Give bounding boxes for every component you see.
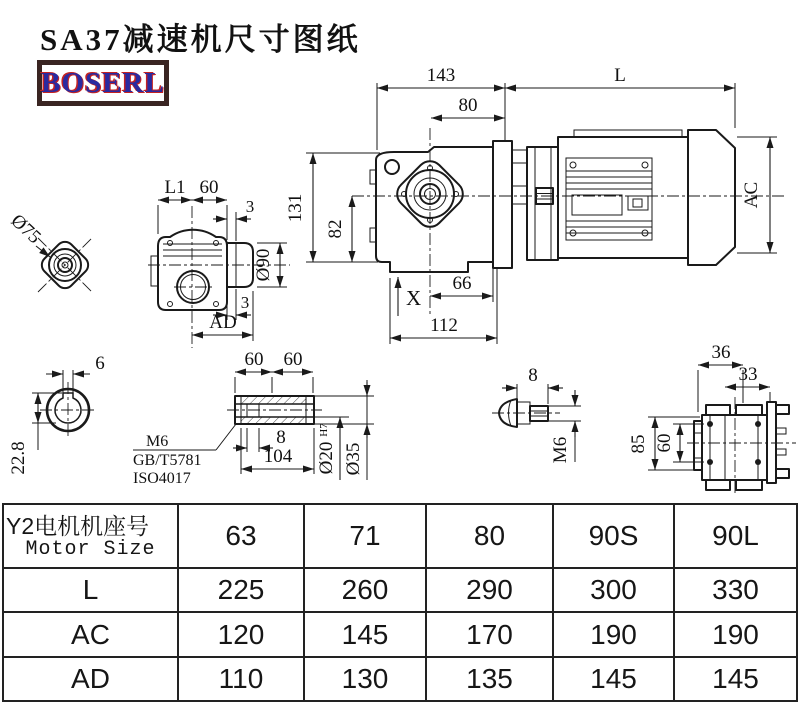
motor-size-90l: 90L xyxy=(674,504,797,568)
dim-label-8-bolt: 8 xyxy=(528,365,538,386)
fan-cover xyxy=(688,130,735,265)
dim-label-143: 143 xyxy=(426,65,456,86)
dim-label-22-8: 22.8 xyxy=(8,441,29,475)
dim-label-3-top: 3 xyxy=(245,197,255,216)
bolt-detail-view xyxy=(492,365,581,463)
page-title: SA37减速机尺寸图纸 xyxy=(40,22,361,57)
table-row-AC xyxy=(3,612,797,656)
motor-size-90s: 90S xyxy=(553,504,674,568)
dim-label-60-top: 60 xyxy=(199,177,219,198)
motor-dimension-table xyxy=(2,503,798,702)
motor-size-label-cn: Y2电机机座号 xyxy=(6,513,150,540)
dim-label-60b: 60 xyxy=(283,349,303,370)
dim-label-85: 85 xyxy=(628,434,649,454)
dim-label-L: L xyxy=(614,65,626,86)
dim-label-AD: AD xyxy=(209,312,237,333)
motor-nameplate xyxy=(572,195,622,215)
value-AD-71: 130 xyxy=(304,657,426,701)
motor-size-header-cell xyxy=(3,504,178,568)
value-AC-71: 145 xyxy=(304,612,426,656)
note-m6: M6 xyxy=(146,433,169,450)
adapter-plate xyxy=(493,141,512,268)
oil-plug xyxy=(385,160,399,174)
table-row-L xyxy=(3,568,797,612)
motor-size-label-en: Motor Size xyxy=(25,537,156,561)
dim-label-6: 6 xyxy=(95,353,105,374)
motor-size-71: 71 xyxy=(304,504,426,568)
boserl-logo-text: BOSERL xyxy=(41,66,165,99)
value-AC-90s: 190 xyxy=(553,612,674,656)
dim-label-33: 33 xyxy=(738,364,758,385)
gearbox-side-view xyxy=(628,342,796,494)
dim-label-104: 104 xyxy=(263,446,293,467)
value-AD-63: 110 xyxy=(178,657,304,701)
dim-label-3-bottom: 3 xyxy=(240,293,250,312)
dim-label-d75: Ø75 xyxy=(6,210,45,248)
value-L-80: 290 xyxy=(426,568,553,612)
flange-front-view xyxy=(7,210,92,292)
key-cross-section xyxy=(8,353,105,475)
value-L-90s: 300 xyxy=(553,568,674,612)
value-AD-80: 135 xyxy=(426,657,553,701)
dim-label-36: 36 xyxy=(711,342,731,363)
row-label-L: L xyxy=(3,568,178,612)
dim-label-L1: L1 xyxy=(164,177,186,198)
dim-label-80: 80 xyxy=(458,95,478,116)
gearbox-top-view xyxy=(148,177,290,348)
row-label-AC: AC xyxy=(3,612,178,656)
dim-label-AC: AC xyxy=(741,181,762,209)
dim-label-66: 66 xyxy=(452,273,472,294)
value-AD-90s: 145 xyxy=(553,657,674,701)
dim-label-82: 82 xyxy=(325,219,346,239)
dim-label-60a: 60 xyxy=(244,349,264,370)
note-gb-t5781: GB/T5781 xyxy=(133,452,202,469)
row-label-AD: AD xyxy=(3,657,178,701)
dim-label-60-side: 60 xyxy=(654,433,675,453)
table-header-row xyxy=(3,504,797,568)
value-AC-63: 120 xyxy=(178,612,304,656)
dim-label-d90: Ø90 xyxy=(253,248,274,282)
main-view-gearmotor xyxy=(285,65,784,344)
dim-label-d20-tolerance: H7 xyxy=(318,423,330,437)
motor-size-63: 63 xyxy=(178,504,304,568)
hollow-shaft-section xyxy=(133,349,374,487)
value-AC-90l: 190 xyxy=(674,612,797,656)
note-iso4017: ISO4017 xyxy=(133,470,191,487)
dim-label-m6-bolt: M6 xyxy=(550,436,571,464)
value-AC-80: 170 xyxy=(426,612,553,656)
dim-label-d20: Ø20 xyxy=(316,441,337,475)
dim-label-112: 112 xyxy=(430,315,458,336)
value-AD-90l: 145 xyxy=(674,657,797,701)
dim-label-d35: Ø35 xyxy=(343,442,364,476)
motor-size-80: 80 xyxy=(426,504,553,568)
value-L-63: 225 xyxy=(178,568,304,612)
value-L-90l: 330 xyxy=(674,568,797,612)
dim-label-X: X xyxy=(406,286,422,310)
value-L-71: 260 xyxy=(304,568,426,612)
dim-label-8-shaft: 8 xyxy=(276,427,286,448)
table-row-AD xyxy=(3,657,797,701)
dim-label-131: 131 xyxy=(285,193,306,223)
